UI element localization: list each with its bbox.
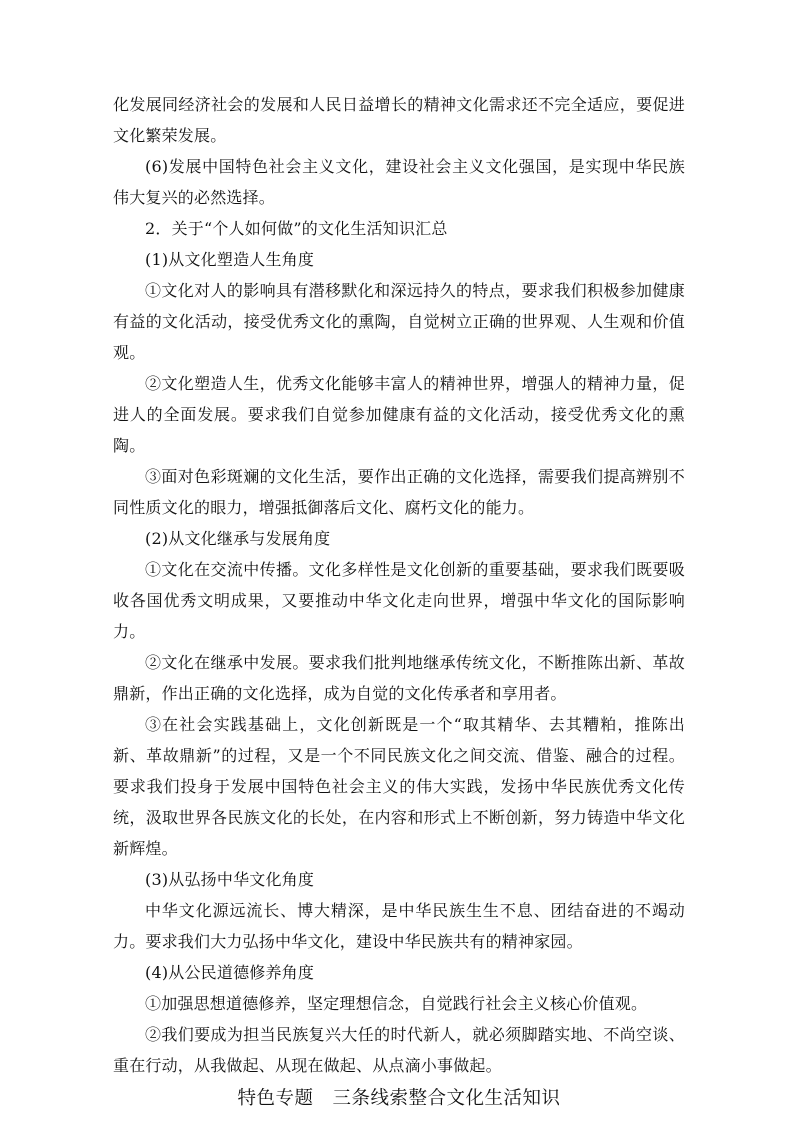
subsection-3-title: (3)从弘扬中华文化角度 — [145, 870, 315, 889]
paragraph-item: ②我们要成为担当民族复兴大任的时代新人，就必须脚踏实地、不尚空谈、重在行动，从我做起、从现在做起、从点滴小事做起。 — [113, 1025, 685, 1075]
document-body — [113, 89, 685, 1115]
paragraph-item: 中华文化源远流长、博大精深，是中华民族生生不息、团结奋进的不竭动力。要求我们大力弘扬中华文化，建设中华民族共有的精神家园。 — [113, 901, 685, 951]
paragraph-item: ②文化在继承中发展。要求我们批判地继承传统文化，不断推陈出新、革故鼎新，作出正确的文化选择，成为自觉的文化传承者和享用者。 — [113, 653, 685, 703]
subsection-1-title: (1)从文化塑造人生角度 — [145, 250, 315, 269]
section-2-title: 2．关于“个人如何做”的文化生活知识汇总 — [145, 219, 448, 238]
paragraph-item: ②文化塑造人生，优秀文化能够丰富人的精神世界，增强人的精神力量，促进人的全面发展。要求我们自觉参加健康有益的文化活动，接受优秀文化的熏陶。 — [113, 374, 685, 455]
paragraph-continuation: 化发展同经济社会的发展和人民日益增长的精神文化需求还不完全适应，要促进文化繁荣发展。 — [113, 95, 685, 145]
paragraph-point-6: (6)发展中国特色社会主义文化，建设社会主义文化强国，是实现中华民族伟大复兴的必然选择。 — [113, 157, 685, 207]
paragraph-item: ①文化对人的影响具有潜移默化和深远持久的特点，要求我们积极参加健康有益的文化活动，接受优秀文化的熏陶，自觉树立正确的世界观、人生观和价值观。 — [113, 281, 685, 362]
special-topic-heading: 特色专题 三条线索整合文化生活知识 — [237, 1088, 561, 1109]
paragraph-item: ③在社会实践基础上，文化创新既是一个“取其精华、去其糟粕，推陈出新、革故鼎新”的过程，又是一个不同民族文化之间交流、借鉴、融合的过程。要求我们投身于发展中国特色社会主义的伟大实践，发扬中华民族优秀文化传统，汲取世界各民族文化的长处，在内容和形式上不断创新，努力铸造中华文化新辉煌。 — [113, 715, 685, 858]
subsection-4-title: (4)从公民道德修养角度 — [145, 963, 315, 982]
subsection-2-title: (2)从文化继承与发展角度 — [145, 529, 331, 548]
paragraph-item: ①加强思想道德修养，坚定理想信念，自觉践行社会主义核心价值观。 — [145, 994, 648, 1013]
paragraph-item: ①文化在交流中传播。文化多样性是文化创新的重要基础，要求我们既要吸收各国优秀文明成果，又要推动中华文化走向世界，增强中华文化的国际影响力。 — [113, 560, 685, 641]
paragraph-item: ③面对色彩斑斓的文化生活，要作出正确的文化选择，需要我们提高辨别不同性质文化的眼力，增强抵御落后文化、腐朽文化的能力。 — [113, 467, 685, 517]
